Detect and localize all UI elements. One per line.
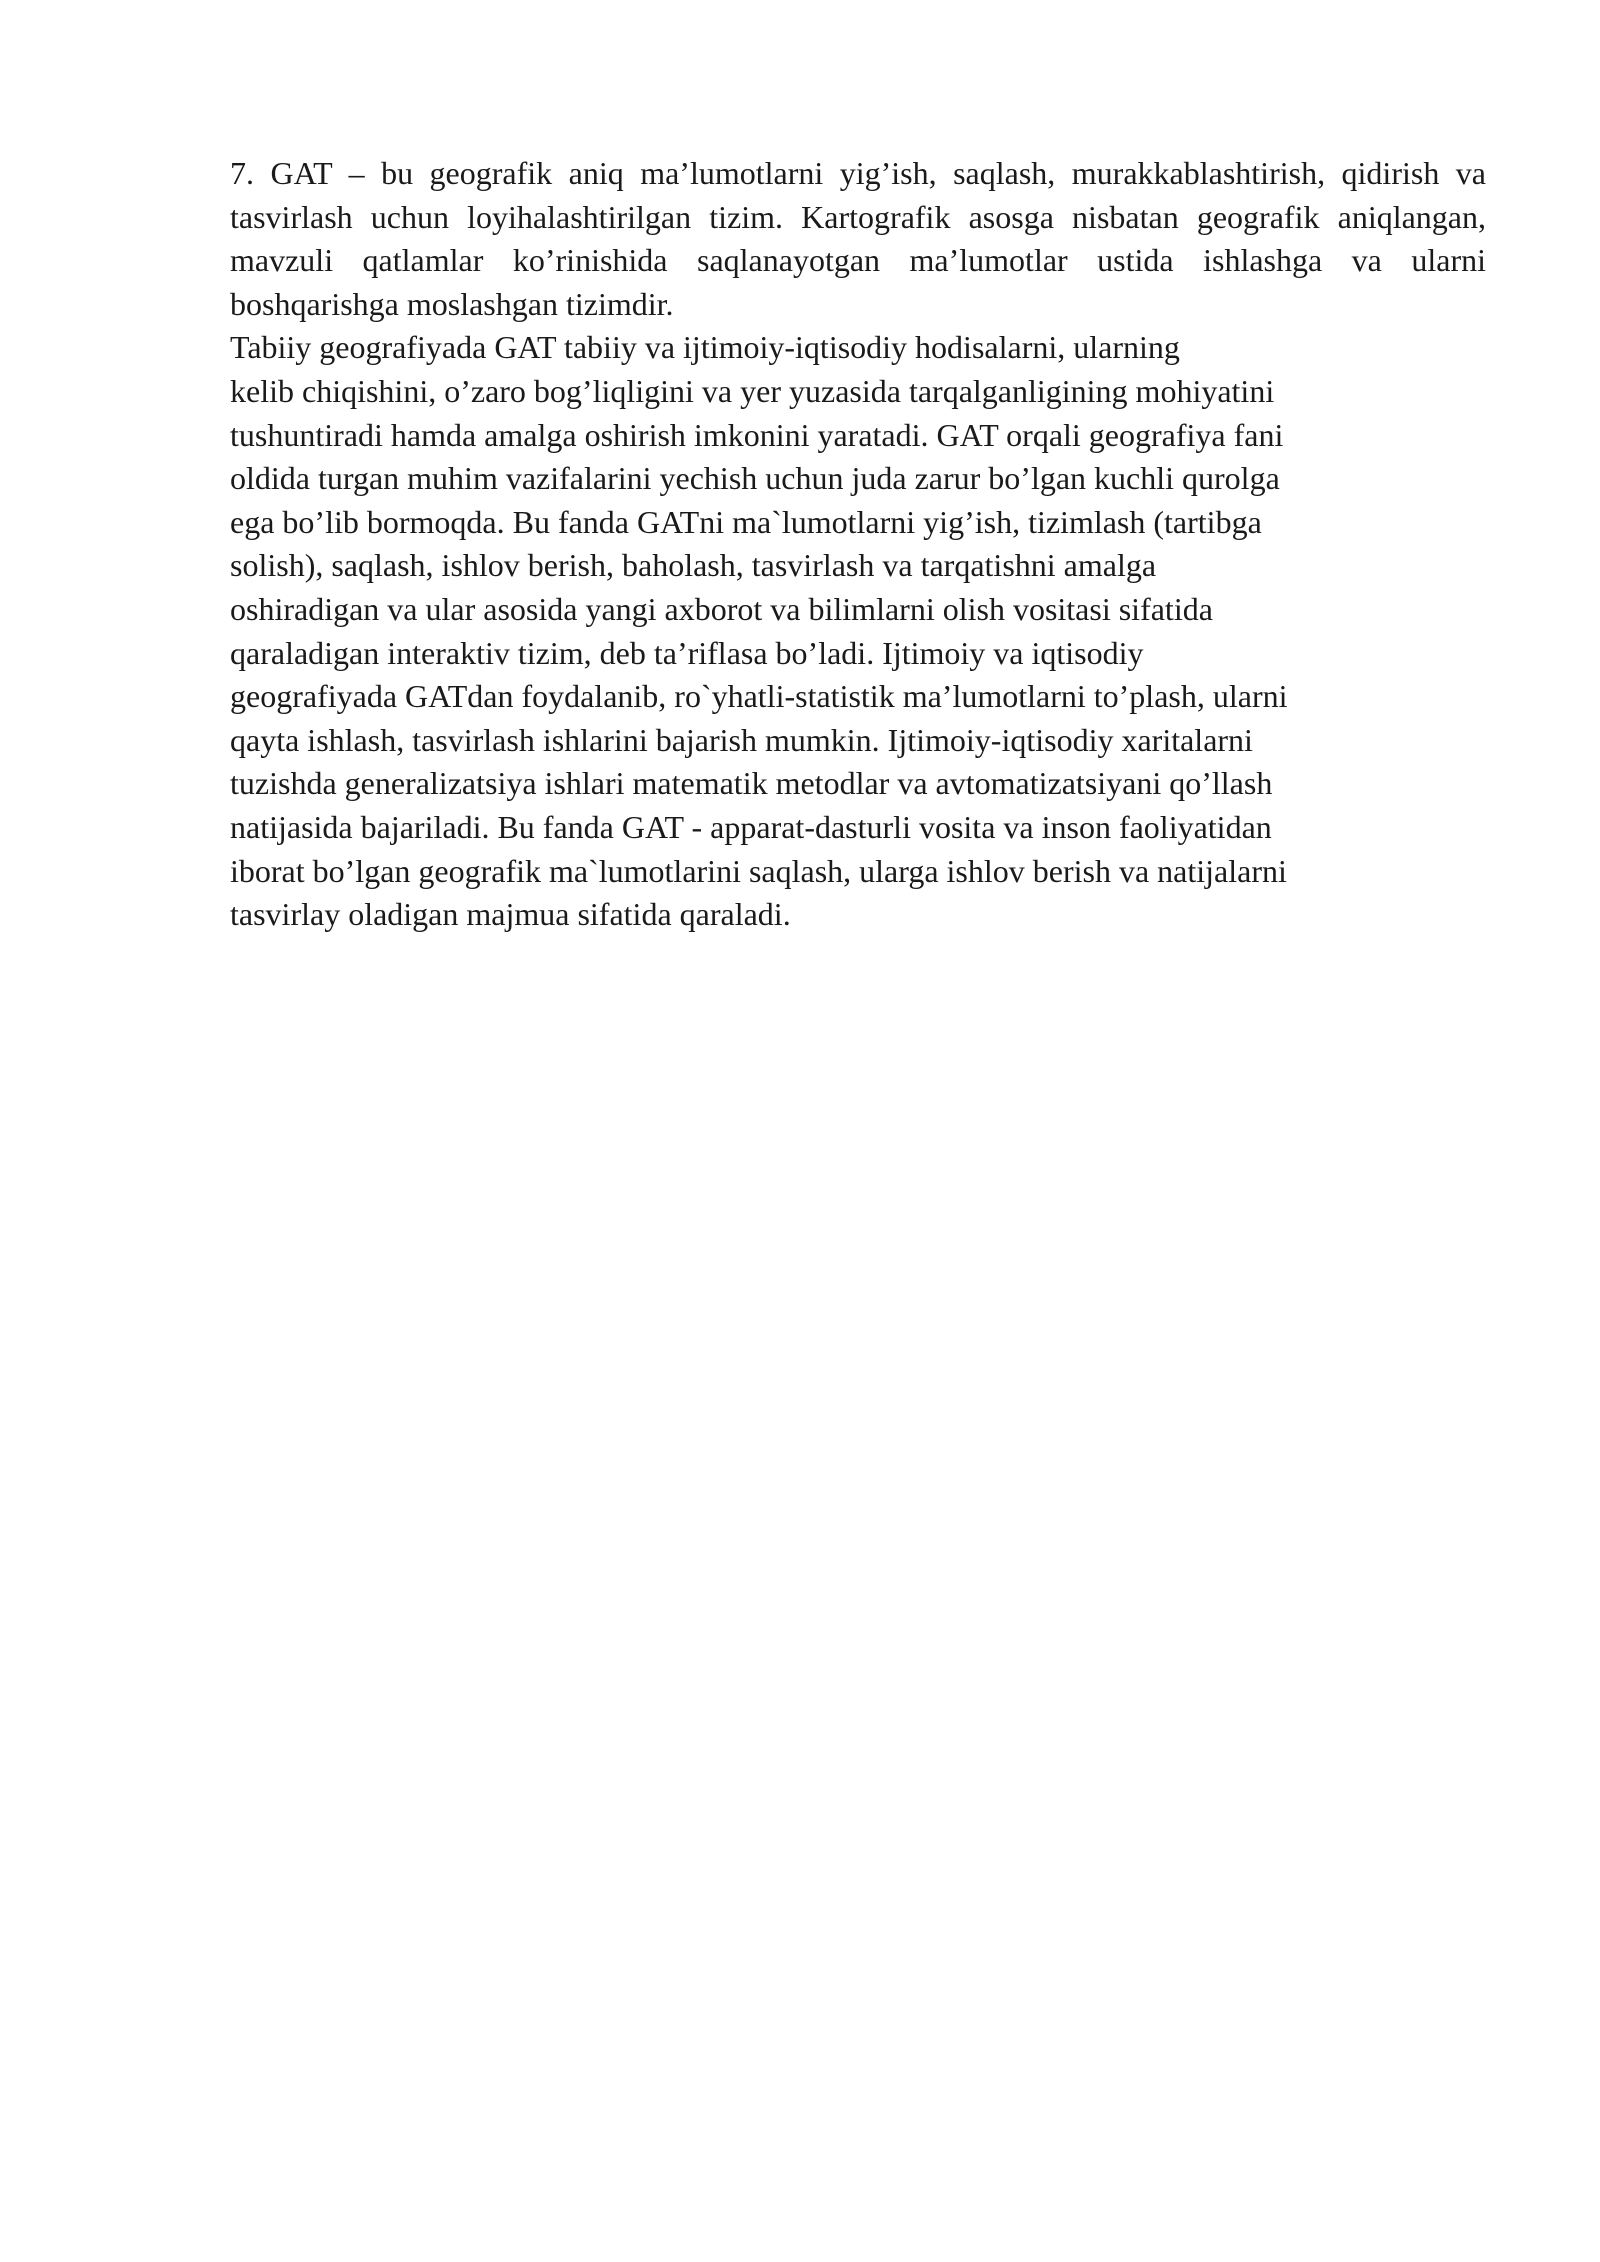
text-line: qaraladigan interaktiv tizim, deb ta’riflasa bo’ladi. Ijtimoiy va iqtisodiy	[230, 634, 1144, 671]
text-line: tushuntiradi hamda amalga oshirish imkonini yaratadi. GAT orqali geografiya fani	[230, 416, 1284, 453]
text-line: ega bo’lib bormoqda. Bu fanda GATni ma`lumotlarni yig’ish, tizimlash (tartibga	[230, 503, 1262, 540]
text-line: solish), saqlash, ishlov berish, baholash, tasvirlash va tarqatishni amalga	[230, 547, 1157, 584]
text-line: Tabiiy geografiyada GAT tabiiy va ijtimoiy-iqtisodiy hodisalarni, ularning	[230, 329, 1180, 366]
text-line: oshiradigan va ular asosida yangi axborot va bilimlarni olish vositasi sifatida	[230, 590, 1213, 627]
text-line: tasvirlay oladigan majmua sifatida qaraladi.	[230, 896, 791, 933]
paragraph-gat-geography	[230, 326, 1486, 936]
text-line: natijasida bajariladi. Bu fanda GAT - apparat-dasturli vosita va inson faoliyatidan	[230, 808, 1272, 845]
text-line: kelib chiqishini, o’zaro bog’liqligini va yer yuzasida tarqalganligining mohiyatini	[230, 372, 1275, 409]
text-line: qayta ishlash, tasvirlash ishlarini bajarish mumkin. Ijtimoiy-iqtisodiy xaritalarni	[230, 721, 1253, 758]
document-body	[230, 152, 1486, 937]
text-line: geografiyada GATdan foydalanib, ro`yhatli-statistik ma’lumotlarni to’plash, ularni	[230, 678, 1288, 715]
text-line: iborat bo’lgan geografik ma`lumotlarini saqlash, ularga ishlov berish va natijalarni	[230, 852, 1287, 889]
paragraph-gat-definition: 7. GAT – bu geografik aniq ma’lumotlarni yig’ish, saqlash, murakkablashtirish, qidirish va tasvirlash uchun loyihalashtirilgan tizim. Kartografik asosga nisbatan geografik aniqlangan, mavzuli qatlamlar ko’rinishida saqlanayotgan ma’lumotlar ustida ishlashga va ularni boshqarishga moslashgan tizimdir.	[230, 155, 1486, 322]
text-line: oldida turgan muhim vazifalarini yechish uchun juda zarur bo’lgan kuchli qurolga	[230, 460, 1280, 497]
text-line: tuzishda generalizatsiya ishlari matematik metodlar va avtomatizatsiyani qo’llash	[230, 765, 1273, 802]
